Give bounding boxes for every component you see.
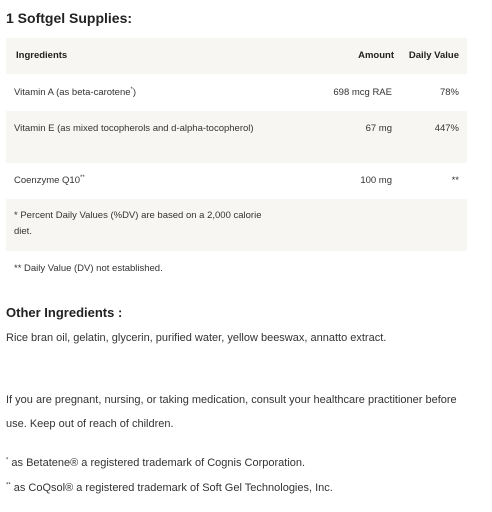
table-footnote-not-established [6, 251, 467, 287]
ingredient-amount: 67 mg [365, 123, 392, 134]
header-ingredients: Ingredients [16, 50, 68, 61]
ingredient-amount: 100 mg [360, 175, 392, 186]
supplement-facts-table [6, 38, 467, 287]
table-row [6, 111, 467, 163]
trademark-note: ** as CoQsol® a registered trademark of Soft Gel Technologies, Inc. [6, 482, 333, 494]
table-row [6, 163, 467, 199]
table-footnote-dv [6, 199, 467, 251]
other-ingredients-text: Rice bran oil, gelatin, glycerin, purified water, yellow beeswax, annatto extract. [6, 332, 387, 344]
other-ingredients-title: Other Ingredients : [6, 305, 123, 320]
footnote-text: ** Daily Value (DV) not established. [14, 263, 163, 274]
ingredient-daily-value: ** [451, 175, 459, 186]
ingredient-daily-value: 447% [434, 123, 459, 134]
header-amount: Amount [358, 50, 394, 61]
ingredient-name: Vitamin A (as beta-carotene*) [14, 86, 137, 98]
ingredient-daily-value: 78% [439, 86, 459, 98]
supplement-facts-heading: 1 Softgel Supplies: [6, 10, 133, 26]
warning-text: If you are pregnant, nursing, or taking medication, consult your healthcare practitioner before use. Keep out of reach of children. [6, 394, 457, 430]
table-row [6, 74, 467, 111]
ingredient-name: Vitamin E (as mixed tocopherols and d-alpha-tocopherol) [14, 123, 254, 134]
ingredient-amount: 698 mcg RAE [333, 86, 392, 98]
table-header-row [6, 38, 467, 74]
trademark-note: * as Betatene® a registered trademark of Cognis Corporation. [6, 457, 306, 469]
ingredient-name: Coenzyme Q10** [14, 174, 85, 186]
footnote-text: * Percent Daily Values (%DV) are based on a 2,000 calorie diet. [14, 210, 262, 237]
header-daily-value: Daily Value [408, 50, 459, 61]
